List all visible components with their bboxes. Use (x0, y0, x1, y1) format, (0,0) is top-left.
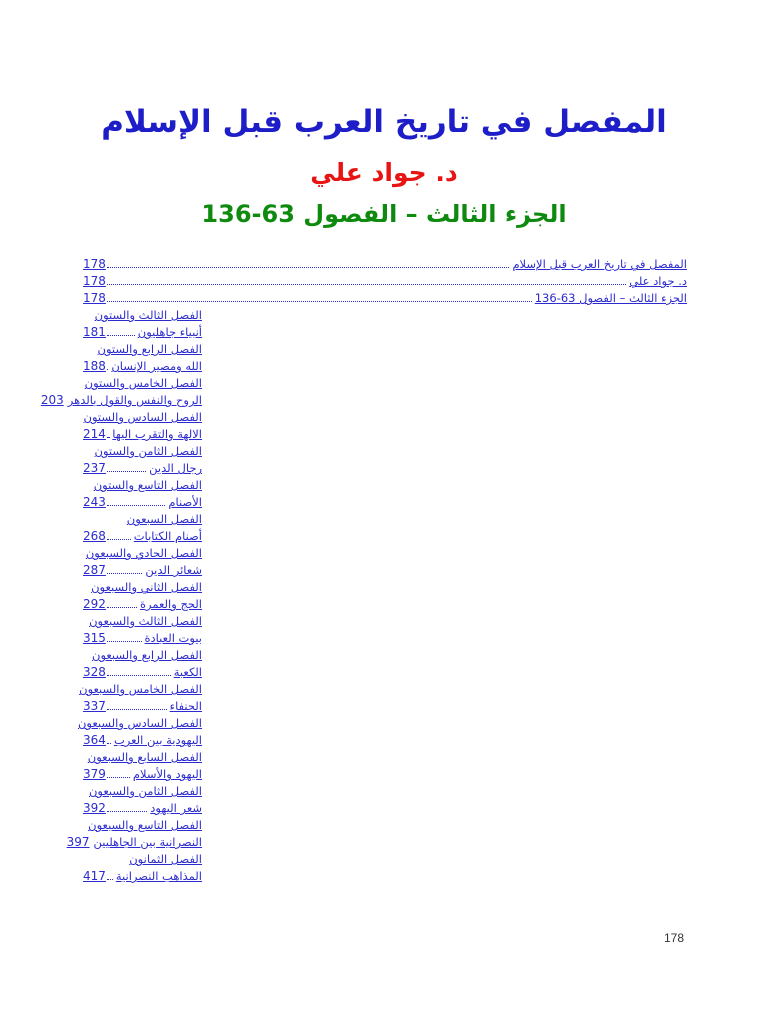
toc-chapter-heading[interactable] (83, 509, 687, 526)
toc-leader-dots (107, 301, 532, 302)
toc-entry-link[interactable] (40, 390, 687, 407)
toc-page-number: 315 (83, 631, 106, 645)
toc-page-number: 379 (83, 767, 106, 781)
toc-entry-link[interactable] (83, 492, 687, 509)
toc-chapter-heading[interactable] (83, 407, 687, 424)
toc-leader-dots (107, 335, 135, 336)
toc-entry-link[interactable] (83, 730, 687, 747)
toc-chapter-label: الفصل السادس والستون (83, 410, 202, 424)
toc-chapter-label: الفصل الحادي والسبعون (85, 546, 202, 560)
toc-chapter-label: الفصل الرابع والسبعون (92, 648, 202, 662)
toc-chapter-label: الفصل التاسع والسبعون (88, 818, 202, 832)
toc-chapter-heading[interactable] (83, 373, 687, 390)
toc-entry-label: أصنام الكتابات (133, 529, 202, 543)
toc-entry (83, 492, 687, 509)
toc-chapter-heading[interactable] (83, 441, 687, 458)
toc-entry (83, 764, 687, 781)
toc-entry (40, 390, 687, 407)
toc-chapter-label: الفصل السابع والسبعون (87, 750, 202, 764)
toc-entry (83, 271, 687, 288)
toc-leader-dots (107, 811, 147, 812)
toc-chapter-heading[interactable] (79, 679, 687, 696)
toc-leader-dots (107, 505, 165, 506)
toc-entry (83, 866, 687, 883)
toc-leader-dots (107, 284, 626, 285)
toc-entry-link[interactable] (83, 356, 687, 373)
toc-chapter-label: الفصل الثالث والستون (94, 308, 202, 322)
toc-entry-link[interactable] (83, 662, 687, 679)
toc-entry-link[interactable] (83, 628, 687, 645)
toc-entry-link[interactable] (83, 764, 687, 781)
toc-leader-dots (107, 777, 130, 778)
toc-chapter-heading[interactable] (83, 747, 687, 764)
toc-chapter-heading[interactable] (83, 475, 687, 492)
toc-entry (83, 254, 687, 271)
toc-page-number: 237 (83, 461, 106, 475)
toc-page-number: 364 (83, 733, 106, 747)
toc-leader-dots (107, 437, 109, 438)
toc-chapter-heading[interactable] (83, 577, 687, 594)
toc-chapter-heading[interactable] (83, 815, 687, 832)
toc-chapter-label: الفصل الخامس والسبعون (79, 682, 202, 696)
toc-entry (83, 424, 687, 441)
table-of-contents (40, 254, 687, 883)
toc-page-number: 178 (83, 291, 106, 305)
toc-chapter-heading[interactable] (83, 849, 687, 866)
toc-entry-label: الأصنام (168, 495, 202, 509)
toc-page-number: 417 (83, 869, 106, 883)
toc-chapter-label: الفصل الرابع والستون (97, 342, 202, 356)
toc-entry-link[interactable] (83, 288, 687, 305)
toc-entry (83, 356, 687, 373)
toc-entry-link[interactable] (83, 526, 687, 543)
toc-chapter-label: الفصل السادس والسبعون (77, 716, 202, 730)
toc-entry-link[interactable] (83, 322, 687, 339)
toc-entry-link[interactable] (83, 254, 687, 271)
toc-entry-label: شعر اليهود (150, 801, 202, 815)
toc-leader-dots (107, 369, 108, 370)
toc-leader-dots (107, 573, 143, 574)
toc-entry (83, 560, 687, 577)
toc-entry-link[interactable] (83, 271, 687, 288)
toc-entry-label: الحج والعمرة (139, 597, 202, 611)
toc-chapter-heading[interactable] (83, 611, 687, 628)
toc-page-number: 181 (83, 325, 106, 339)
toc-page-number: 328 (83, 665, 106, 679)
toc-leader-dots (107, 743, 111, 744)
toc-chapter-label: الفصل السبعون (126, 512, 202, 526)
toc-entry-label: شعائر الدين (145, 563, 202, 577)
toc-leader-dots (107, 675, 171, 676)
toc-chapter-label: الفصل التاسع والستون (93, 478, 202, 492)
toc-chapter-label: الفصل الثمانون (129, 852, 202, 866)
toc-entry-link[interactable] (83, 798, 687, 815)
document-author: د. جواد علي (310, 158, 458, 187)
toc-entry-label: اليهود والأسلام (132, 767, 202, 781)
toc-chapter-label: الفصل الثالث والسبعون (89, 614, 202, 628)
toc-entry-label: د. جواد علي (629, 274, 687, 288)
toc-leader-dots (107, 471, 146, 472)
toc-entry (83, 798, 687, 815)
toc-entry (83, 696, 687, 713)
toc-entry-label: اليهودية بين العرب (113, 733, 202, 747)
toc-page-number: 287 (83, 563, 106, 577)
toc-leader-dots (107, 641, 142, 642)
toc-entry-link[interactable] (83, 594, 687, 611)
toc-entry-label: رجال الدين (149, 461, 202, 475)
toc-chapter-label: الفصل الخامس والستون (84, 376, 202, 390)
toc-leader-dots (107, 539, 131, 540)
toc-entry (83, 662, 687, 679)
toc-entry-label: الالهة والتقرب اليها (112, 427, 202, 441)
toc-entry-link[interactable] (83, 424, 687, 441)
toc-entry-label: الله ومصير الإنسان (111, 359, 202, 373)
toc-entry-label: الجزء الثالث – الفصول 63-136 (534, 291, 687, 305)
toc-page-number: 203 (40, 393, 64, 407)
toc-entry-label: النصرانية بين الجاهليين (93, 835, 202, 849)
toc-entry-label: الحنفاء (169, 699, 202, 713)
toc-page-number: 243 (83, 495, 106, 509)
toc-chapter-heading[interactable] (77, 713, 687, 730)
document-title: المفصل في تاريخ العرب قبل الإسلام (101, 104, 667, 140)
toc-chapter-heading[interactable] (83, 339, 687, 356)
toc-chapter-label: الفصل الثامن والستون (94, 444, 202, 458)
toc-page-number: 292 (83, 597, 106, 611)
toc-chapter-heading[interactable] (83, 645, 687, 662)
toc-chapter-label: الفصل الثاني والسبعون (91, 580, 202, 594)
toc-entry (83, 594, 687, 611)
toc-entry (66, 832, 687, 849)
toc-entry-label: الكعبة (173, 665, 202, 679)
toc-leader-dots (107, 607, 137, 608)
toc-entry-link[interactable] (66, 832, 687, 849)
toc-page-number: 268 (83, 529, 106, 543)
toc-page-number: 214 (83, 427, 106, 441)
toc-leader-dots (107, 879, 113, 880)
toc-entry-link[interactable] (83, 458, 687, 475)
toc-entry-label: بيوت العبادة (144, 631, 202, 645)
document-part-heading: الجزء الثالث – الفصول 63-136 (201, 200, 567, 228)
toc-chapter-heading[interactable] (83, 781, 687, 798)
toc-entry (83, 730, 687, 747)
toc-entry (83, 322, 687, 339)
toc-entry (83, 288, 687, 305)
toc-entry (83, 458, 687, 475)
toc-page-number: 178 (83, 274, 106, 288)
toc-leader-dots (107, 709, 167, 710)
toc-entry (83, 526, 687, 543)
toc-entry-link[interactable] (83, 696, 687, 713)
toc-page-number: 397 (66, 835, 90, 849)
toc-page-number: 337 (83, 699, 106, 713)
toc-entry-label: أنبياء جاهليون (137, 325, 202, 339)
toc-page-number: 392 (83, 801, 106, 815)
page-number: 178 (664, 931, 685, 945)
toc-entry (83, 628, 687, 645)
toc-leader-dots (107, 267, 510, 268)
toc-entry-link[interactable] (83, 866, 687, 883)
toc-entry-label: المفصل في تاريخ العرب قبل الإسلام (512, 257, 687, 271)
toc-entry-label: المذاهب النصرانية (115, 869, 202, 883)
toc-page-number: 188 (83, 359, 106, 373)
toc-entry-link[interactable] (83, 560, 687, 577)
toc-chapter-heading[interactable] (83, 305, 687, 322)
toc-page-number: 178 (83, 257, 106, 271)
toc-chapter-heading[interactable] (83, 543, 687, 560)
toc-entry-label: الروح والنفس والقول بالدهر (67, 393, 202, 407)
toc-chapter-label: الفصل الثامن والسبعون (88, 784, 202, 798)
